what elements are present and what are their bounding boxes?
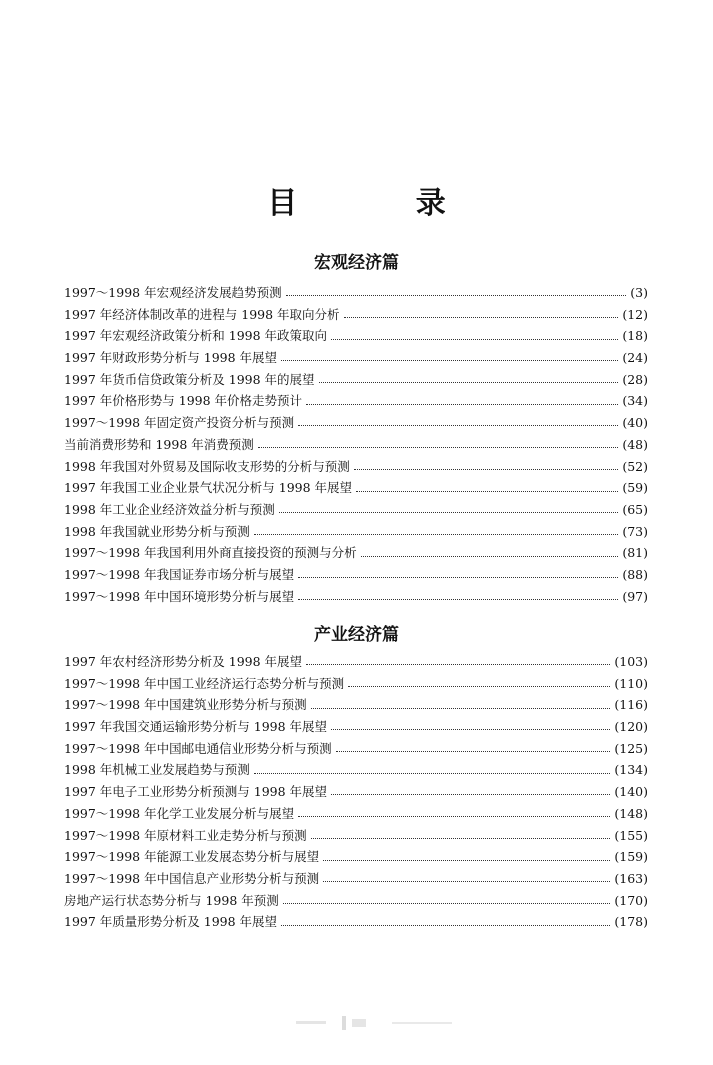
- toc-entry-page: (40): [622, 415, 648, 431]
- toc-entry-title: 1998 年机械工业发展趋势与预测: [64, 762, 250, 778]
- toc-entry-title: 1997～1998 年固定资产投资分析与预测: [64, 415, 295, 431]
- toc-entry-page: (125): [614, 740, 648, 756]
- toc-entry: [64, 390, 648, 412]
- dot-leader: [298, 599, 618, 600]
- dot-leader: [298, 816, 610, 817]
- toc-entry-title: 1997～1998 年化学工业发展分析与展望: [64, 805, 295, 821]
- toc-entry-title: 1998 年我国对外贸易及国际收支形势的分析与预测: [64, 458, 350, 474]
- toc-entry-title: 1997 年质量形势分析及 1998 年展望: [64, 914, 278, 930]
- toc-entry: [64, 325, 648, 347]
- dot-leader: [331, 339, 618, 340]
- page-title: 目 录: [267, 186, 500, 221]
- toc-entry-page: (120): [614, 719, 648, 735]
- dot-leader: [306, 664, 610, 665]
- dot-leader: [254, 534, 619, 535]
- toc-entry: [64, 716, 648, 738]
- toc-entry-page: (116): [614, 697, 648, 713]
- toc-entry-page: (155): [614, 827, 648, 843]
- toc-entry: [64, 890, 648, 912]
- toc-entry-title: 1997 年货币信贷政策分析及 1998 年的展望: [64, 371, 315, 387]
- toc-entry: [64, 369, 648, 391]
- toc-entry: [64, 651, 648, 673]
- toc-entry-title: 当前消费形势和 1998 年消费预测: [64, 436, 254, 452]
- toc-entry-page: (159): [614, 849, 648, 865]
- dot-leader: [354, 469, 619, 470]
- dot-leader: [283, 903, 611, 904]
- section-title-macro: 宏观经济篇: [314, 253, 399, 273]
- dot-leader: [311, 838, 611, 839]
- toc-entry-title: 1997 年电子工业形势分析预测与 1998 年展望: [64, 784, 328, 800]
- toc-entry-page: (65): [622, 501, 648, 517]
- toc-entry: [64, 542, 648, 564]
- toc-entry-title: 1997 年价格形势与 1998 年价格走势预计: [64, 393, 303, 409]
- dot-leader: [298, 577, 618, 578]
- dot-leader: [331, 729, 610, 730]
- toc-entry-title: 1997 年宏观经济政策分析和 1998 年政策取向: [64, 328, 328, 344]
- dot-leader: [306, 404, 618, 405]
- toc-entry-page: (59): [622, 480, 648, 496]
- toc-entry: [64, 694, 648, 716]
- toc-entry-page: (81): [622, 545, 648, 561]
- dot-leader: [344, 317, 619, 318]
- toc-entry-title: 1997～1998 年中国工业经济运行态势分析与预测: [64, 675, 345, 691]
- toc-entry: [64, 347, 648, 369]
- toc-entry: [64, 564, 648, 586]
- dot-leader: [281, 925, 610, 926]
- section-title-industry: 产业经济篇: [314, 625, 399, 645]
- toc-entry-page: (48): [622, 436, 648, 452]
- dot-leader: [258, 447, 619, 448]
- toc-entry-title: 1997～1998 年能源工业发展态势分析与展望: [64, 849, 320, 865]
- dot-leader: [336, 751, 611, 752]
- toc-entry: [64, 673, 648, 695]
- toc-entry: [64, 868, 648, 890]
- toc-entry-title: 1997 年我国交通运输形势分析与 1998 年展望: [64, 719, 328, 735]
- toc-entry-title: 1997～1998 年我国证券市场分析与展望: [64, 566, 295, 582]
- toc-entry: [64, 304, 648, 326]
- dot-leader: [356, 491, 618, 492]
- toc-entry: [64, 803, 648, 825]
- toc-entry-page: (140): [614, 784, 648, 800]
- toc-entry-title: 1997 年财政形势分析与 1998 年展望: [64, 350, 278, 366]
- toc-entry-title: 1997 年农村经济形势分析及 1998 年展望: [64, 654, 303, 669]
- toc-entry: [64, 282, 648, 304]
- toc-entry: [64, 456, 648, 478]
- toc-entry: [64, 434, 648, 456]
- toc-entry-page: (24): [622, 350, 648, 366]
- dot-leader: [279, 512, 619, 513]
- toc-entry: [64, 738, 648, 760]
- dot-leader: [323, 860, 610, 861]
- toc-entry-title: 1997～1998 年原材料工业走势分析与预测: [64, 827, 307, 843]
- toc-entry-page: (12): [622, 306, 648, 322]
- toc-entry-title: 1997 年经济体制改革的进程与 1998 年取向分析: [64, 306, 340, 322]
- toc-entry: [64, 759, 648, 781]
- toc-entry-title: 1997～1998 年中国信息产业形势分析与预测: [64, 870, 320, 886]
- toc-entry-title: 房地产运行状态势分析与 1998 年预测: [64, 892, 279, 908]
- dot-leader: [348, 686, 610, 687]
- toc-entry-page: (34): [622, 393, 648, 409]
- dot-leader: [298, 425, 618, 426]
- toc-entry-page: (18): [622, 328, 648, 344]
- toc-entry-page: (178): [614, 914, 648, 930]
- toc-entry-page: (148): [614, 805, 648, 821]
- dot-leader: [286, 295, 627, 296]
- toc-entry: [64, 781, 648, 803]
- toc-entry-title: 1997～1998 年中国邮电通信业形势分析与预测: [64, 740, 332, 756]
- toc-entry: [64, 499, 648, 521]
- dot-leader: [281, 360, 618, 361]
- toc-entry-title: 1997～1998 年宏观经济发展趋势预测: [64, 285, 282, 300]
- toc-entry: [64, 911, 648, 933]
- toc-entry-title: 1997～1998 年中国建筑业形势分析与预测: [64, 697, 307, 713]
- toc-entry-page: (134): [614, 762, 648, 778]
- toc-entry-page: (73): [622, 523, 648, 539]
- toc-entry: [64, 846, 648, 868]
- dot-leader: [311, 708, 611, 709]
- toc-list-industry: [64, 651, 648, 933]
- dot-leader: [361, 556, 619, 557]
- toc-entry: [64, 412, 648, 434]
- toc-entry-title: 1997 年我国工业企业景气状况分析与 1998 年展望: [64, 480, 353, 496]
- toc-entry-page: (110): [614, 675, 648, 691]
- toc-entry-page: (97): [622, 588, 648, 604]
- toc-entry-page: (3): [630, 285, 648, 300]
- toc-entry-title: 1998 年工业企业经济效益分析与预测: [64, 501, 275, 517]
- toc-entry: [64, 825, 648, 847]
- toc-entry-page: (88): [622, 566, 648, 582]
- toc-entry-page: (103): [614, 654, 648, 669]
- dot-leader: [331, 794, 610, 795]
- toc-entry: [64, 521, 648, 543]
- toc-list-macro: [64, 282, 648, 607]
- dot-leader: [254, 773, 611, 774]
- toc-entry-page: (52): [622, 458, 648, 474]
- dot-leader: [319, 382, 619, 383]
- toc-entry-page: (170): [614, 892, 648, 908]
- dot-leader: [323, 881, 610, 882]
- scan-smudge: [296, 1016, 476, 1030]
- toc-entry: [64, 586, 648, 608]
- toc-entry-title: 1998 年我国就业形势分析与预测: [64, 523, 250, 539]
- toc-entry: [64, 477, 648, 499]
- toc-entry-title: 1997～1998 年中国环境形势分析与展望: [64, 588, 295, 604]
- toc-entry-page: (28): [622, 371, 648, 387]
- toc-entry-title: 1997～1998 年我国利用外商直接投资的预测与分析: [64, 545, 357, 561]
- toc-entry-page: (163): [614, 870, 648, 886]
